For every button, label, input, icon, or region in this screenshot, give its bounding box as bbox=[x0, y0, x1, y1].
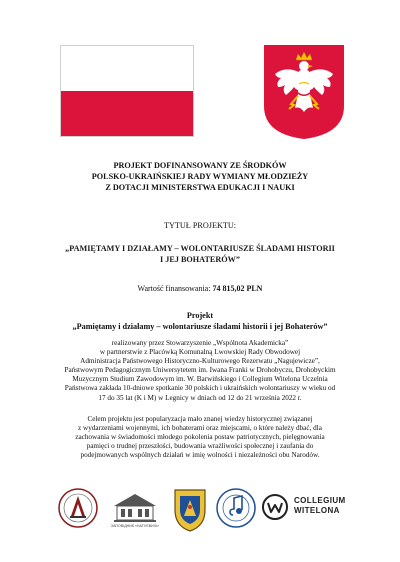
project-title-line-1: „PAMIĘTAMY I DZIAŁAMY – WOLONTARIUSZE ŚLADAMI HISTORII bbox=[65, 244, 335, 253]
project-subheading-title: „Pamiętamy i działamy – wolontariusze śladami historii i jej Bohaterów” bbox=[72, 321, 328, 331]
reserve-logo-caption: ЗАПОВІДНИК «НАГУЄВИЧІ» bbox=[110, 524, 160, 528]
collegium-witelona-w-icon bbox=[262, 494, 288, 520]
goal-line: Celem projektu jest popularyzacja mało znanej wiedzy historycznej związanej bbox=[87, 415, 313, 423]
project-title-caption: TYTUŁ PROJEKTU: bbox=[163, 221, 237, 230]
goal-line: podejmowanych wspólnych działań w imię wolności i niezależności obu Narodów. bbox=[80, 451, 320, 460]
polish-eagle-emblem-icon bbox=[263, 44, 345, 140]
collegium-witelona-logo bbox=[262, 486, 362, 534]
flag-red-stripe bbox=[61, 91, 193, 136]
funding-line-2: POLSKO-UKRAIŃSKIEJ RADY WYMIANY MŁODZIEŻY bbox=[91, 172, 309, 181]
funding-line-3: Z DOTACJI MINISTERSTWA EDUKACJI I NAUKI bbox=[105, 183, 295, 192]
music-school-logo-icon bbox=[214, 486, 258, 534]
project-subheading bbox=[30, 311, 370, 332]
funding-line-1: PROJEKT DOFINANSOWANY ZE ŚRODKÓW bbox=[113, 161, 287, 170]
flag-white-stripe bbox=[61, 46, 193, 91]
description-line: 17 do 35 lat (K i M) w Legnicy w dniach od 12 do 21 września 2022 r. bbox=[98, 393, 302, 402]
polish-flag-image bbox=[60, 45, 194, 137]
project-subheading-label: Projekt bbox=[186, 311, 214, 320]
description-line: Państwowym Pedagogicznym Uniwersytetem im. Iwana Franki w Drohobyczu, Drohobyckim bbox=[64, 366, 336, 375]
funding-heading bbox=[30, 160, 370, 193]
witelona-line: WITELONA bbox=[294, 506, 340, 515]
project-title bbox=[30, 243, 370, 265]
description-line: w partnerstwie z Placówką Komunalną Lwowskiej Rady Obwodowej bbox=[99, 348, 301, 357]
funding-value bbox=[30, 284, 370, 294]
description-line: Państwowa zakłada 10-dniowe spotkanie 30 polskich i ukraińskich wolontariuszy w wieku od bbox=[64, 384, 336, 393]
association-seal-logo-icon bbox=[56, 486, 100, 534]
collegium-line: COLLEGIUM bbox=[294, 496, 346, 505]
funding-value-label: Wartość finansowania: bbox=[137, 284, 211, 293]
goal-line: pamięci o trudnej przeszłości, budowania wrażliwości społecznej i zaufania do bbox=[86, 442, 314, 451]
description-line: Administracja Państwowego Historyczno-Kulturowego Rezerwatu „Nagujewicze”, bbox=[80, 357, 320, 366]
description-line: realizowany przez Stowarzyszenie „Wspólnota Akademicka” bbox=[111, 339, 289, 347]
project-goal bbox=[30, 415, 370, 460]
collegium-witelona-wordmark bbox=[294, 496, 346, 516]
funding-value-amount: 74 815,02 PLN bbox=[212, 284, 263, 293]
description-line: Muzycznym Studium Zawodowym im. W. Barwińskiego i Collegium Witelona Uczelnia bbox=[72, 375, 328, 384]
project-description bbox=[30, 339, 370, 403]
project-title-line-2: I JEJ BOHATERÓW” bbox=[160, 255, 240, 264]
goal-line: z wydarzeniami wojennymi, ich bohaterami oraz miejscami, o które należy dbać, dla bbox=[78, 424, 322, 433]
partner-logos bbox=[0, 486, 400, 536]
university-crest-logo-icon bbox=[172, 486, 208, 534]
goal-line: zachowania w świadomości młodego pokolenia postaw patriotycznych, pielęgnowania bbox=[75, 433, 325, 442]
